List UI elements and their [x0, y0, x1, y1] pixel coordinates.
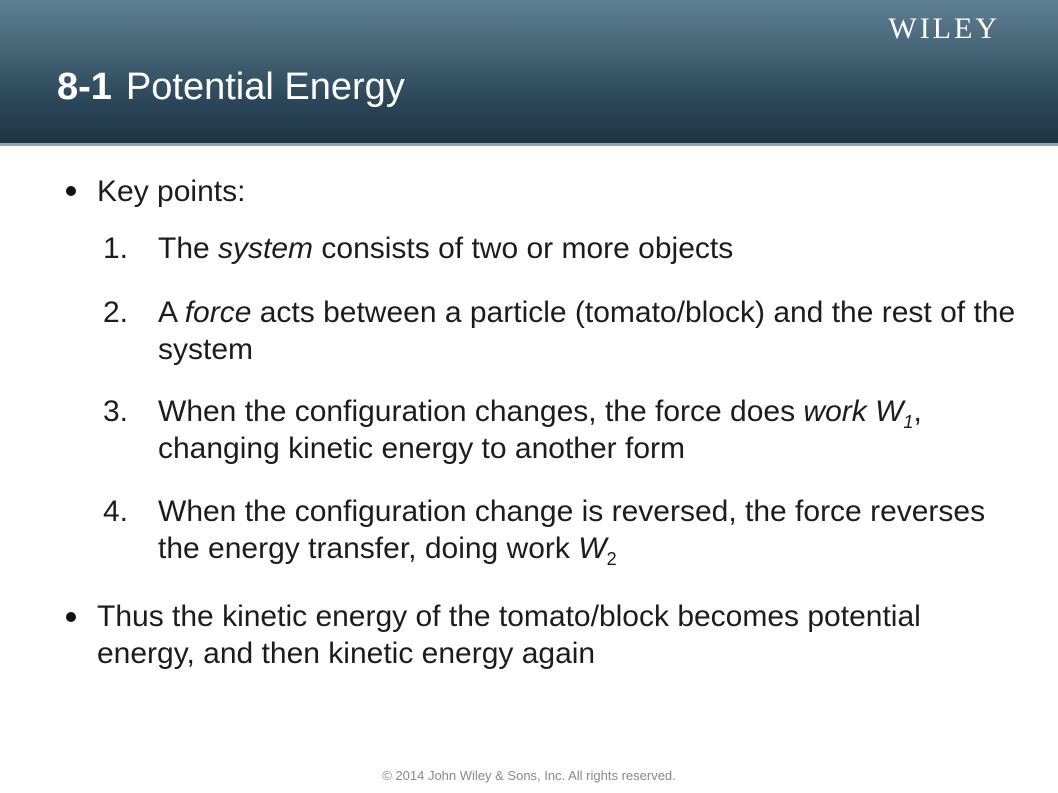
item-emphasis: W — [578, 532, 607, 565]
item-text: , changing kinetic energy to another form — [158, 395, 922, 465]
item-emphasis: system — [218, 232, 314, 265]
bullet-dot — [66, 612, 76, 622]
bullet-dot — [66, 186, 76, 196]
list-item-3 — [158, 393, 1018, 467]
item-subscript: 1 — [903, 412, 914, 432]
copyright-footer: © 2014 John Wiley & Sons, Inc. All rights reserved. — [382, 768, 676, 783]
item-emphasis: work W — [803, 395, 904, 428]
wiley-logo: WILEY — [888, 12, 1000, 45]
item-text: consists of two or more objects — [313, 232, 734, 265]
item-text: The — [158, 232, 219, 265]
list-item-4 — [158, 493, 1018, 567]
title-text: Potential Energy — [125, 66, 405, 108]
item-number-3: 3. — [103, 395, 129, 428]
item-text: When the configuration change is reversed, the force reverses the energy transfer, doing work — [158, 495, 986, 565]
bullet-conclusion: Thus the kinetic energy of the tomato/block becomes potential energy, and then kinetic energy again — [97, 600, 921, 670]
item-subscript: 2 — [606, 549, 617, 569]
item-text: A — [158, 296, 185, 329]
list-item-1 — [158, 230, 1018, 267]
item-text: When the configuration changes, the force does — [158, 395, 804, 428]
section-number: 8-1 — [57, 66, 112, 108]
item-emphasis: force — [184, 296, 252, 329]
list-item-2 — [158, 294, 1018, 368]
item-number-2: 2. — [103, 296, 129, 329]
item-number-1: 1. — [103, 232, 129, 265]
item-number-4: 4. — [103, 495, 129, 528]
item-text: acts between a particle (tomato/block) and the rest of the system — [158, 296, 1016, 366]
bullet-key-points: Key points: — [97, 175, 246, 208]
